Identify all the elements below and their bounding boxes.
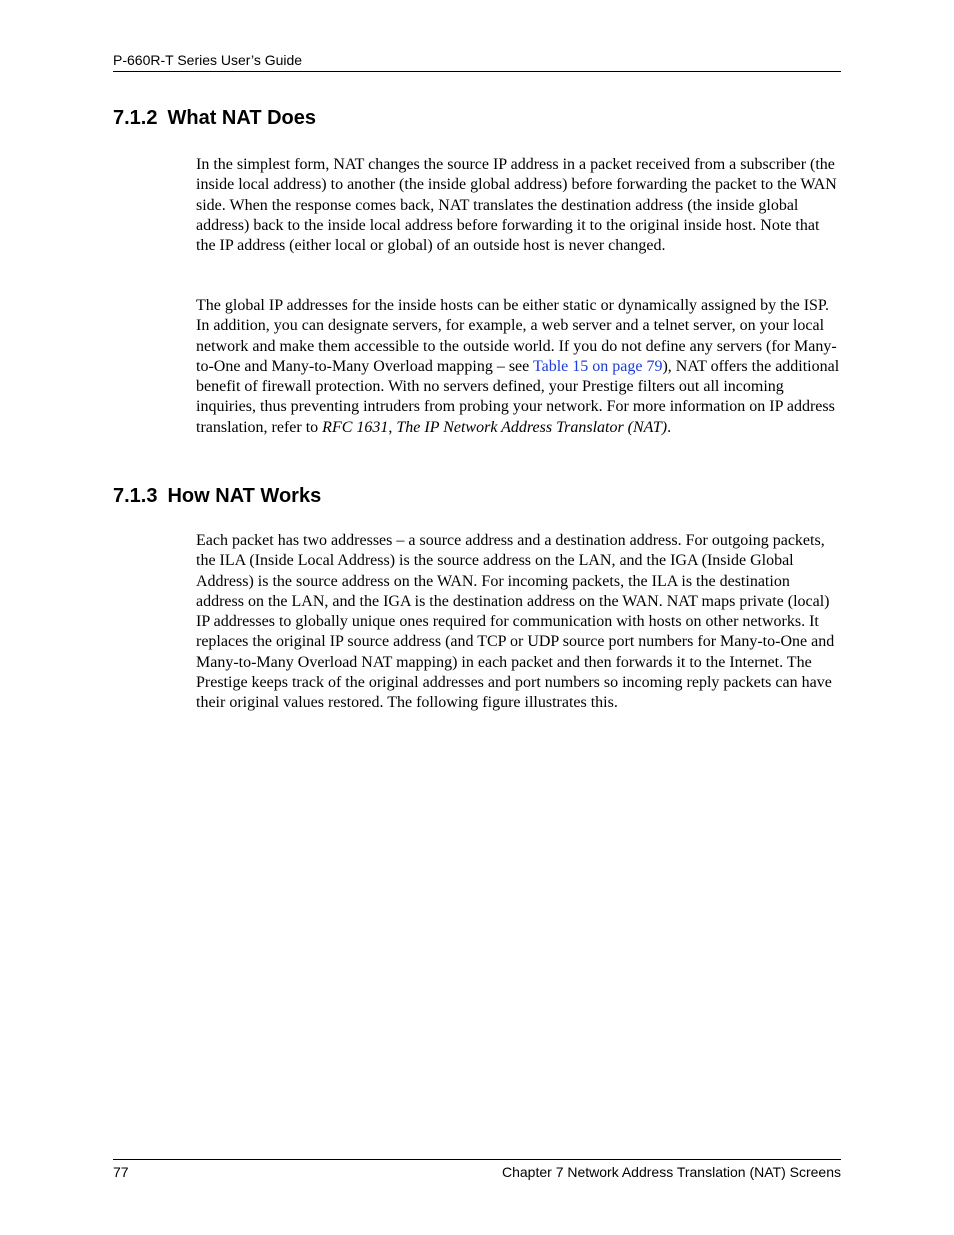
section-title: What NAT Does <box>167 107 316 129</box>
page-header <box>113 51 841 72</box>
guide-title: P-660R-T Series User’s Guide <box>113 52 303 68</box>
section-heading-what-nat-does <box>113 106 316 130</box>
section-number: 7.1.2 <box>113 107 158 129</box>
section-number: 7.1.3 <box>113 485 158 507</box>
page-number: 77 <box>113 1164 129 1180</box>
paragraph-end: . <box>667 418 672 436</box>
section-title: How NAT Works <box>167 485 322 507</box>
section-heading-how-nat-works <box>113 484 321 508</box>
page-footer <box>113 1159 841 1182</box>
chapter-title: Chapter 7 Network Address Translation (NAT) Screens <box>502 1164 841 1180</box>
paragraph-text: The global IP addresses for the inside hosts can be either static or dynamically assigned by the ISP. In addition, you can designate servers, for example, a web server and a telnet server, on your local network and make them accessible to the outside world. If you do not define any servers (for Many-to-One and Many-to-Many Overload mapping – see <box>196 297 837 375</box>
paragraph-packet-addresses: Each packet has two addresses – a source address and a destination address. For outgoing packets, the ILA (Inside Local Address) is the source address on the LAN, and the IGA (Inside Global Address) is the source address on the WAN. For incoming packets, the ILA is the destination address on the LAN, and the IGA is the destination address on the WAN. NAT maps private (local) IP addresses to globally unique ones required for communication with hosts on other networks. It replaces the original IP source address (and TCP or UDP source port numbers for Many-to-One and Many-to-Many Overload NAT mapping) in each packet and then forwards it to the Internet. The Prestige keeps track of the original addresses and port numbers so incoming reply packets can have their original values restored. The following figure illustrates this. <box>196 532 835 712</box>
paragraph-nat-simplest-form: In the simplest form, NAT changes the source IP address in a packet received from a subscriber (the inside local address) to another (the inside global address) before forwarding the packet to the WAN side. When the response comes back, NAT translates the destination address (the inside global address) back to the inside local address before forwarding it to the original inside host. Note that the IP address (either local or global) of an outside host is never changed. <box>196 156 837 255</box>
table-15-link[interactable]: Table 15 on page 79 <box>532 357 663 375</box>
paragraph-text: ), NAT offers the additional benefit of firewall protection. With no servers defined, your Prestige filters out all incoming inquiries, thus preventing intruders from probing your network. For more information on IP address translation, refer to <box>196 357 840 436</box>
rfc-reference: RFC 1631 <box>322 418 389 436</box>
separator-text: , <box>388 418 397 436</box>
rfc-title: The IP Network Address Translator (NAT) <box>396 418 668 436</box>
paragraph-global-ip-addresses <box>196 296 841 438</box>
